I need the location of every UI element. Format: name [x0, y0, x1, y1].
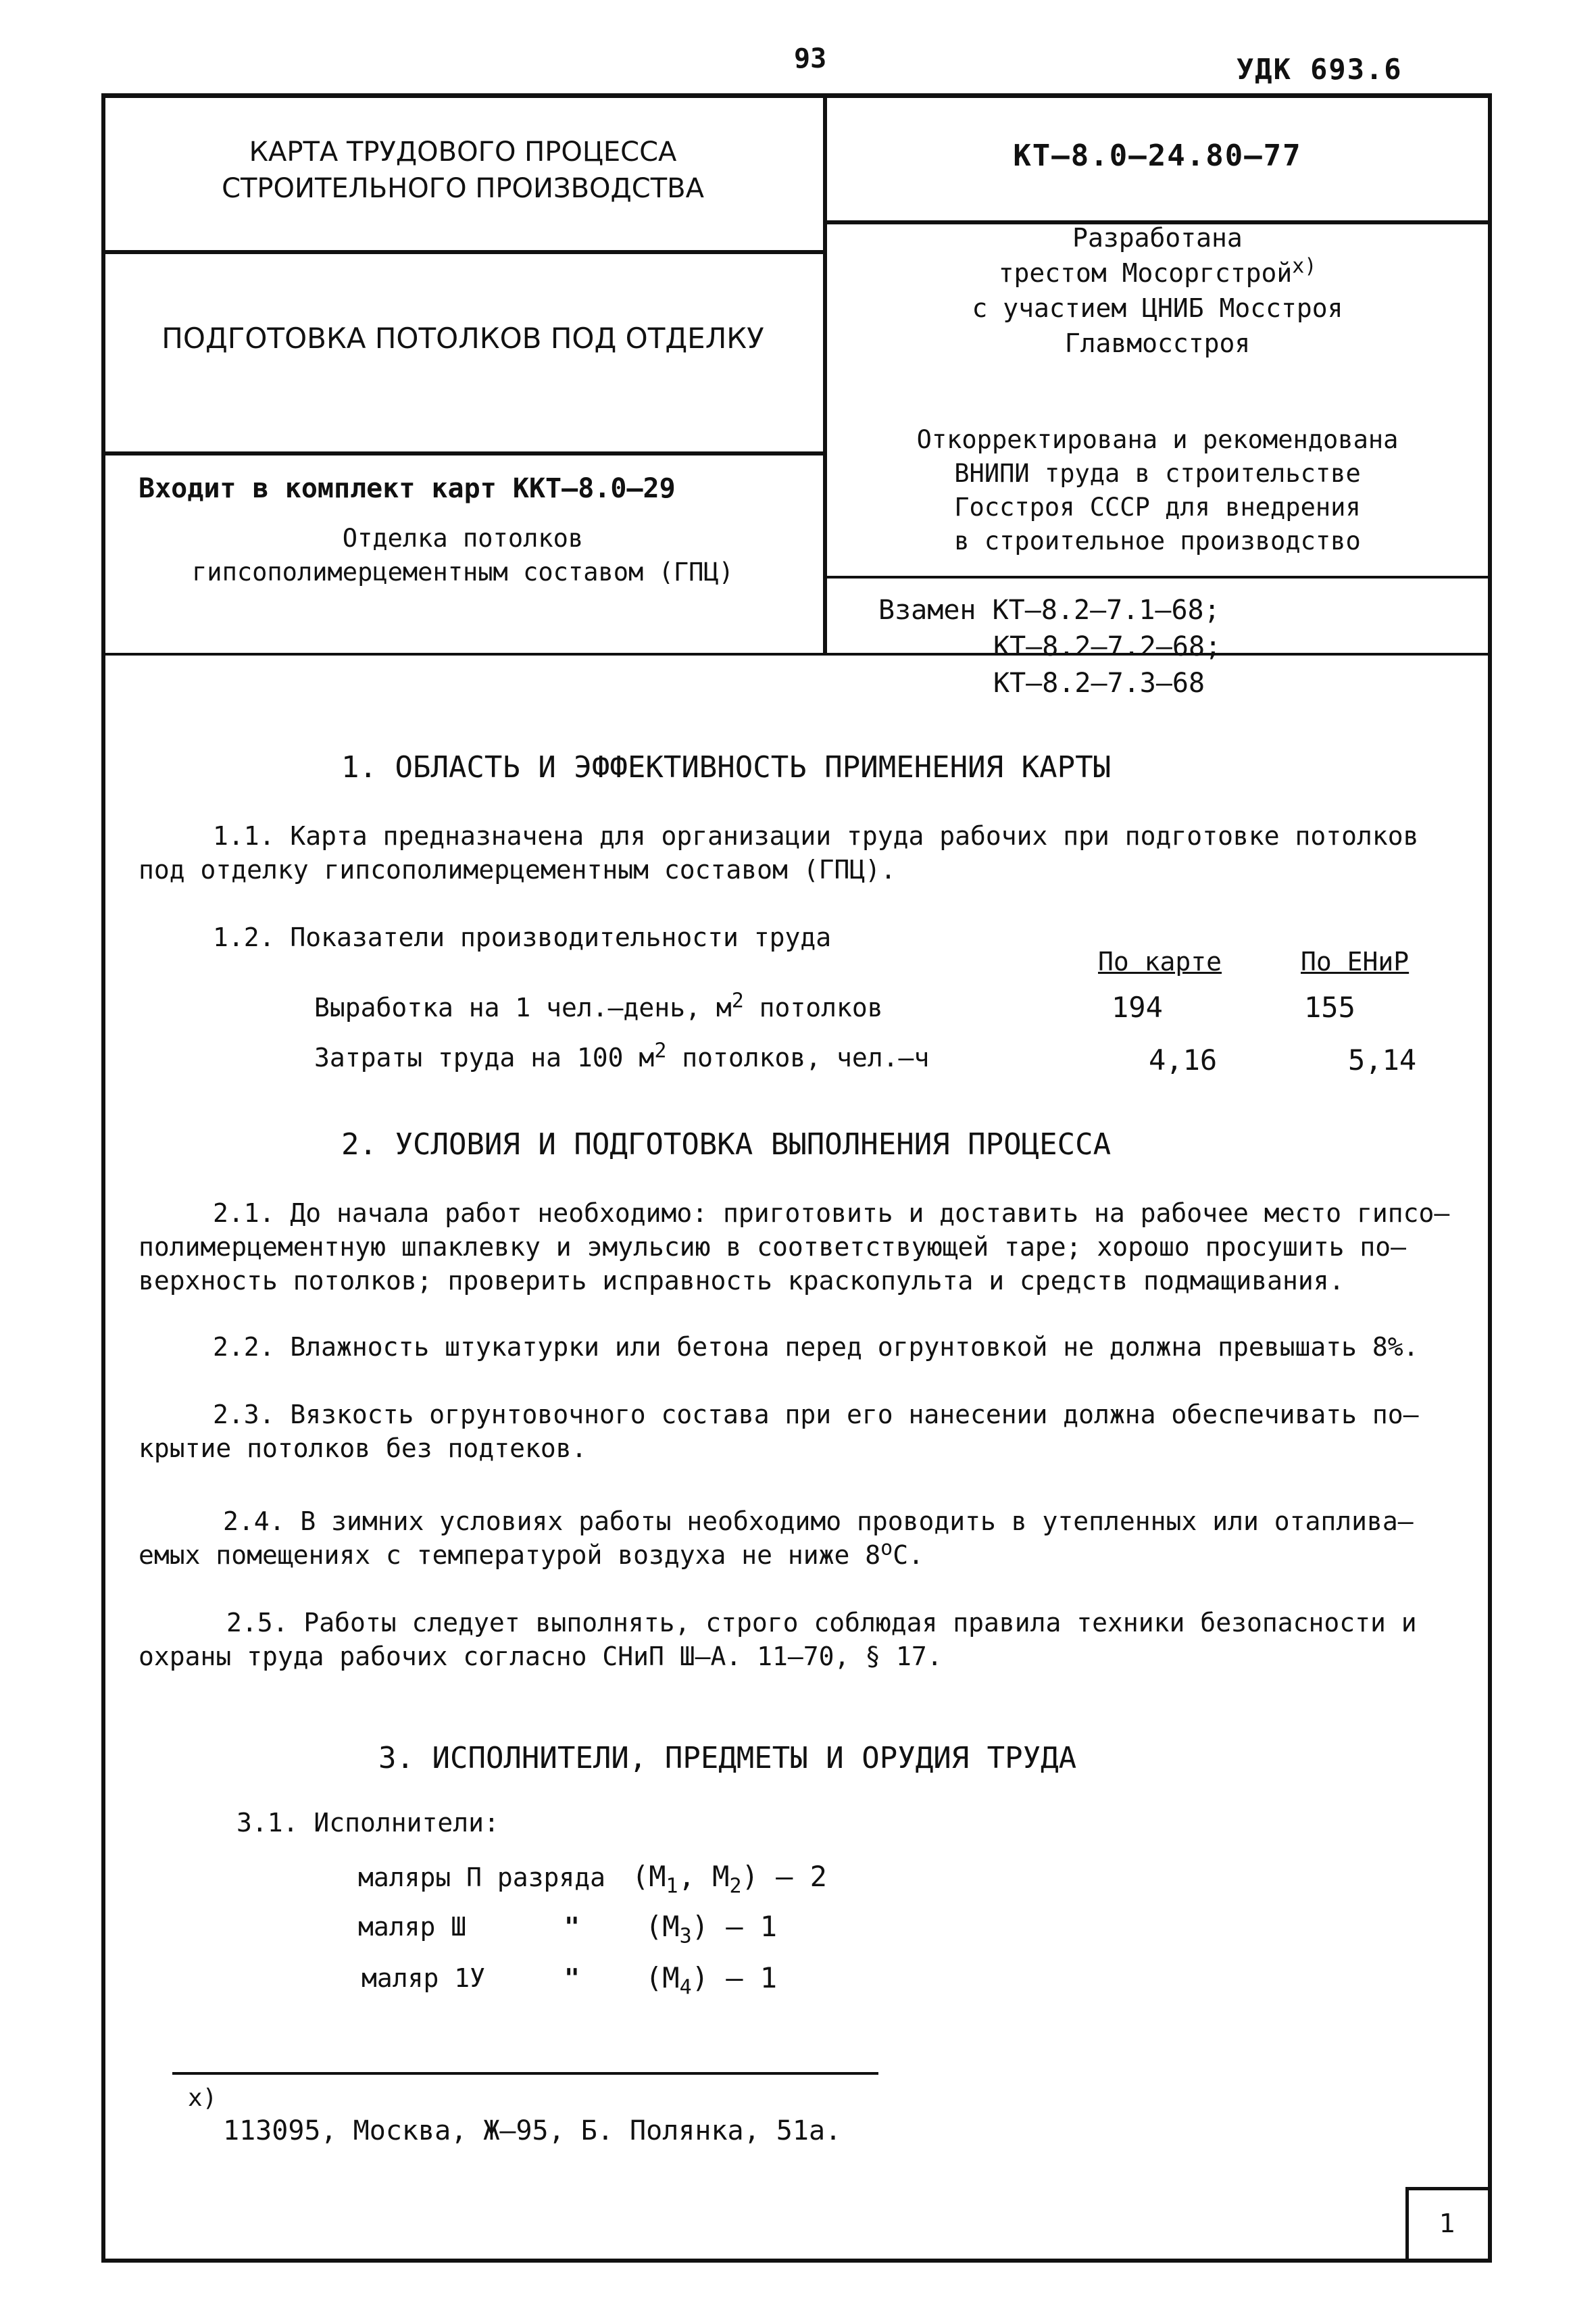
paragraph-1-1: 1.1. Карта предназначена для организации труда рабочих при подготовке потолков под отделку гипсополимерцементным составом (ГПЦ). — [139, 821, 1419, 885]
productivity-row-output: Выработка на 1 чел.–день, $м^2$ потолков — [314, 989, 883, 1023]
worker-row: маляр 1У — [361, 1963, 486, 1993]
footnote-text: 113095, Москва, Ж–95, Б. Полянка, 51а. — [223, 2115, 842, 2146]
card-title: ПОДГОТОВКА ПОТОЛКОВ ПОД ОТДЕЛКУ — [161, 322, 764, 355]
section1-heading: 1. ОБЛАСТЬ И ЭФФЕКТИВНОСТЬ ПРИМЕНЕНИЯ КАРТЫ — [341, 750, 1112, 785]
page-number: 93 — [794, 43, 827, 74]
card-set: Входит в комплект карт ККТ–8.0–29 — [139, 473, 676, 504]
corrected-by: Откорректирована и рекомендована ВНИПИ труда в строительстве Госстроя СССР для внедрения в строительное производство — [916, 425, 1399, 556]
output-card-value: 194 — [1112, 991, 1163, 1024]
paragraph-2-4: 2.4. В зимних условиях работы необходимо проводить в утепленных или отаплива– емых помещениях с температурой воздуха не ниже $8^оС$. — [139, 1506, 1414, 1570]
paragraph-1-2: 1.2. Показатели производительности труда — [213, 922, 832, 952]
developed-by: Разработана трестом Мосоргстрой$^{х)}$ с участием ЦНИБ Мосстроя Главмосстроя — [972, 223, 1343, 358]
worker-code: $(М_3) - 1$ — [645, 1910, 778, 1948]
paragraph-3-1: 3.1. Исполнители: — [236, 1808, 499, 1838]
labor-enir-value: 5,14 — [1348, 1043, 1417, 1077]
footnote-mark: х) — [188, 2084, 218, 2112]
card-set-name: Отделка потолков гипсополимерцементным составом (ГПЦ) — [192, 524, 734, 587]
section2-heading: 2. УСЛОВИЯ И ПОДГОТОВКА ВЫПОЛНЕНИЯ ПРОЦЕССА — [341, 1127, 1112, 1162]
worker-row: маляр Ш — [358, 1912, 467, 1942]
sheet-box-top — [1405, 2187, 1492, 2190]
paragraph-2-2: 2.2. Влажность штукатурки или бетона перед огрунтовкой не должна превышать 8%. — [213, 1332, 1419, 1362]
section3-heading: 3. ИСПОЛНИТЕЛИ, ПРЕДМЕТЫ И ОРУДИЯ ТРУДА — [378, 1741, 1077, 1775]
productivity-row-labor: Затраты труда на 100 $м^2$ потолков, чел.–ч — [314, 1039, 930, 1073]
labor-card-value: 4,16 — [1149, 1043, 1218, 1077]
card-code: КТ–8.0–24.80–77 — [1013, 139, 1302, 173]
replaces: Взамен КТ–8.2–7.1–68; КТ–8.2–7.2–68; КТ–8.2–7.3–68 — [878, 595, 1222, 699]
card-type-title: КАРТА ТРУДОВОГО ПРОЦЕССА СТРОИТЕЛЬНОГО ПРОИЗВОДСТВА — [222, 137, 704, 204]
ditto-mark: " — [564, 1912, 580, 1942]
column-header-card: По карте — [1098, 947, 1222, 977]
ditto-mark: " — [564, 1963, 580, 1993]
worker-row: маляры П разряда ($М_1$, $М_2) - 2$ — [358, 1860, 827, 1898]
paragraph-2-1: 2.1. До начала работ необходимо: приготовить и доставить на рабочее место гипсо– полимерцементную шпаклевку и эмульсию в соответствующей таре; хорошо просушить по– верхность потолков; проверить исправность краскопульта и средств подмащивания. — [139, 1198, 1450, 1296]
sheet-box-left — [1405, 2187, 1409, 2261]
paragraph-2-3: 2.3. Вязкость огрунтовочного состава при его нанесении должна обеспечивать по– крытие потолков без подтеков. — [139, 1400, 1419, 1463]
paragraph-2-5: 2.5. Работы следует выполнять, строго соблюдая правила техники безопасности и охраны труда рабочих согласно СНиП Ш–А. 11–70, § 17. — [139, 1608, 1417, 1671]
worker-code: $(М_4) - 1$ — [645, 1961, 778, 2000]
sheet-number: 1 — [1439, 2209, 1456, 2238]
column-header-enir: По ЕНиР — [1301, 947, 1410, 977]
udk-code: УДК 693.6 — [1237, 53, 1403, 86]
output-enir-value: 155 — [1304, 991, 1355, 1024]
footnote-rule — [172, 2072, 878, 2075]
